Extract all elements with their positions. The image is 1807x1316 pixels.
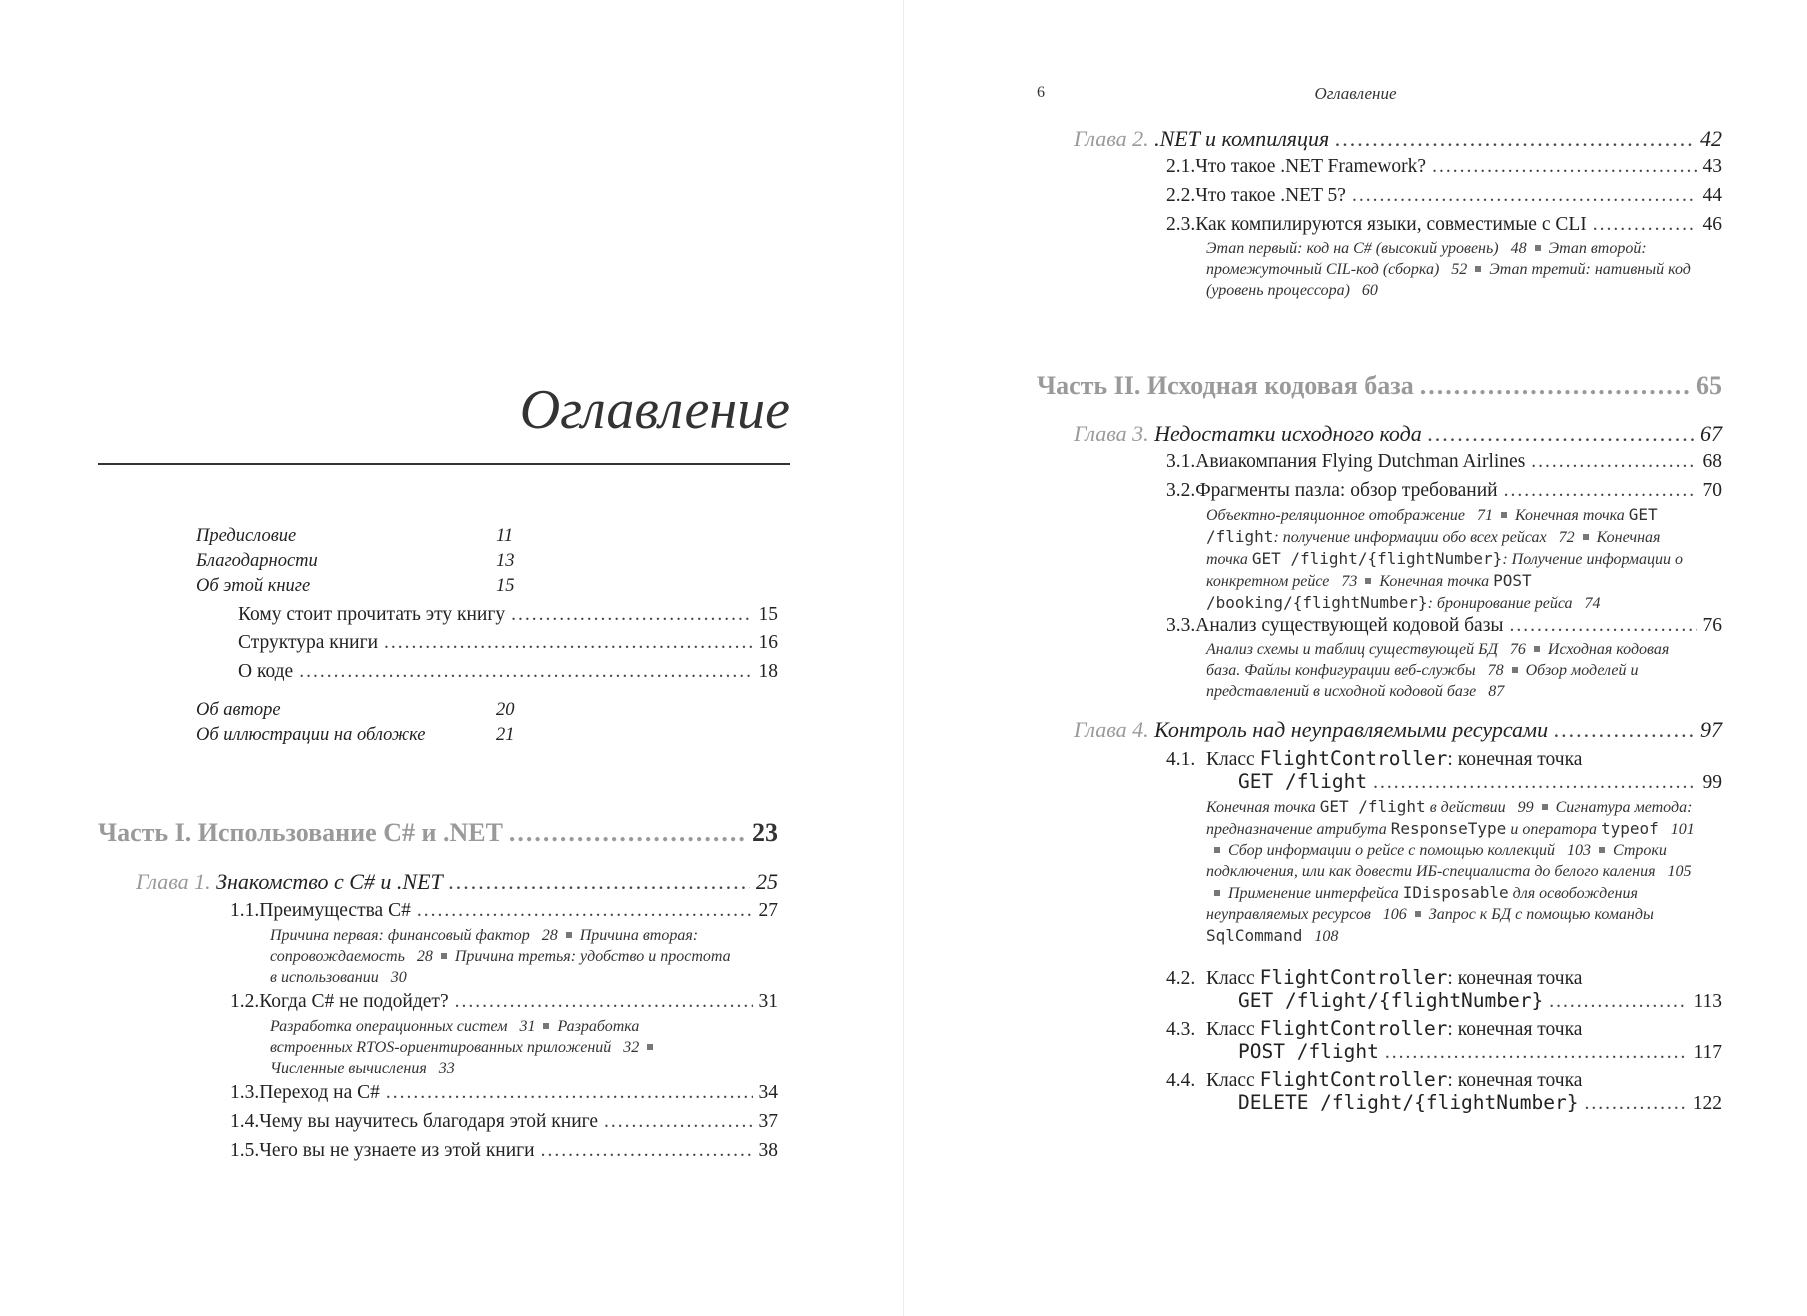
subtopic: Разработка встроенных RTOS-ориентированных приложений [270, 1018, 640, 1056]
entry-label: Об иллюстрации на обложке [196, 725, 426, 745]
subtopic-page: 31 [519, 1018, 536, 1035]
subtopic-page: 71 [1477, 507, 1493, 524]
code-inline: POST /booking/ [1206, 571, 1532, 612]
subtopic-page: 99 [1517, 799, 1534, 816]
toc-section-1-4[interactable] [230, 1111, 778, 1133]
entry-label: Кому стоит прочитать эту книгу [238, 604, 506, 625]
section-page: 27 [758, 900, 778, 921]
section-label: Класс [1206, 1019, 1255, 1040]
chapter-page: 67 [1700, 421, 1722, 446]
entry-page: 13 [496, 551, 515, 571]
section-page: 68 [1702, 451, 1722, 472]
subtopic: Причина третья: удобство и простота в использовании [270, 948, 731, 986]
entry-page: 20 [496, 700, 515, 720]
entry-label: Об авторе [196, 700, 281, 720]
leader-dots [417, 900, 753, 922]
subtopic-page: 108 [1314, 928, 1339, 945]
endpoint-code: GET /flight [1238, 770, 1368, 793]
chapter-label: Контроль над неуправляемыми ресурсами [1154, 717, 1549, 742]
subtopic: Исходная кодовая база. Файлы конфигурации веб-службы [1206, 641, 1670, 679]
subtopic: Сигнатура метода: предназначение атрибута [1206, 799, 1693, 838]
chapter-label: .NET и компиляция [1154, 126, 1330, 151]
bullet-icon [1512, 667, 1518, 673]
subtopics-3-3 [1206, 639, 1686, 702]
subtopics-2-3 [1206, 238, 1706, 301]
entry-page: 15 [758, 604, 778, 625]
right-page [904, 0, 1807, 1316]
subtopic-page: 60 [1361, 282, 1378, 299]
toc-section-1-1[interactable] [230, 900, 778, 922]
section-number: 4.3. [1166, 1019, 1196, 1040]
leader-dots [511, 604, 752, 626]
code-inline: IDisposable [1402, 883, 1509, 902]
leader-dots [386, 1082, 753, 1104]
subtopic-page: 106 [1382, 906, 1407, 923]
subtopic-page: 72 [1558, 529, 1575, 546]
subtopic: Причина первая: финансовый фактор [270, 927, 530, 944]
leader-dots [1385, 1042, 1688, 1064]
section-label: : конечная точка [1447, 749, 1583, 770]
section-label: Анализ существующей кодовой базы [1195, 615, 1504, 636]
section-label: Класс [1206, 749, 1255, 770]
section-number: 3.3. [1166, 615, 1196, 636]
toc-section-1-5[interactable] [230, 1140, 778, 1162]
section-page: 43 [1702, 156, 1722, 177]
bullet-icon [566, 932, 572, 938]
leader-dots [509, 818, 746, 848]
section-label: Класс [1206, 1070, 1255, 1091]
subtopic: Причина вторая: сопровождаемость [270, 927, 699, 965]
leader-dots [1432, 156, 1696, 178]
section-page: 34 [758, 1082, 778, 1103]
entry-label: Структура книги [238, 632, 379, 653]
subtopic: Анализ схемы и таблиц существующей БД [1206, 641, 1498, 658]
section-number: 4.1. [1166, 749, 1196, 770]
section-label: Переход на C# [259, 1082, 380, 1103]
chapter-label: Недостатки исходного кода [1154, 421, 1422, 446]
section-label: Класс [1206, 968, 1255, 989]
subtopic: Применение интерфейса [1228, 885, 1403, 902]
chapter-page: 42 [1700, 126, 1722, 151]
section-label: Когда C# не подойдет? [259, 991, 449, 1012]
toc-section-2-1[interactable] [1166, 156, 1722, 178]
bullet-icon [1535, 245, 1541, 251]
section-number: 1.3. [230, 1082, 260, 1103]
section-label: : конечная точка [1447, 968, 1583, 989]
subtopics-1-2 [270, 1016, 720, 1079]
toc-entry-book-structure[interactable] [238, 632, 778, 654]
section-number: 1.4. [230, 1111, 260, 1132]
subtopics-4-1 [1206, 796, 1706, 947]
entry-page: 11 [496, 526, 514, 546]
entry-label: Об этой книге [196, 576, 311, 596]
toc-entry-about-cover[interactable] [196, 725, 515, 746]
toc-section-3-3[interactable] [1166, 615, 1722, 637]
section-number: 3.1. [1166, 451, 1196, 472]
subtopic: Этап второй: промежуточный CIL-код (сборка) [1206, 240, 1647, 278]
subtopic: Запрос к БД с помощью команды [1428, 906, 1654, 923]
subtopic-page: 76 [1509, 641, 1526, 658]
subtopic-page: 74 [1584, 595, 1601, 612]
subtopic-page: 33 [438, 1060, 455, 1077]
section-label: Что такое .NET 5? [1195, 185, 1346, 206]
section-page: 38 [758, 1140, 778, 1161]
entry-label: О коде [238, 661, 294, 682]
endpoint-code: DELETE /flight/{flightNumber} [1238, 1091, 1579, 1114]
section-label: Что такое .NET Framework? [1195, 156, 1427, 177]
section-page: 117 [1693, 1042, 1722, 1063]
subtopic: : бронирование рейса [1427, 595, 1573, 612]
section-page: 31 [758, 991, 778, 1012]
toc-part-2[interactable] [1037, 371, 1722, 401]
entry-label: Предисловие [196, 526, 297, 546]
subtopic-page: 28 [416, 948, 433, 965]
subtopic-page: 105 [1667, 863, 1692, 880]
section-number: 4.4. [1166, 1070, 1196, 1091]
title-rule [98, 463, 790, 465]
code-inline: SqlCommand [1206, 926, 1303, 945]
toc-section-1-3[interactable] [230, 1082, 778, 1104]
chapter-page: 97 [1700, 717, 1722, 742]
chapter-label: Знакомство с C# и .NET [216, 869, 443, 894]
section-label: Фрагменты пазла: обзор требований [1195, 480, 1498, 501]
part-label: Часть I. Использование C# и .NET [98, 818, 503, 847]
toc-part-1[interactable] [98, 818, 778, 848]
bullet-icon [647, 1044, 653, 1050]
leader-dots [1531, 451, 1696, 473]
section-page: 122 [1692, 1093, 1722, 1114]
code-inline: typeof [1600, 819, 1659, 838]
section-label: Преимущества C# [259, 900, 411, 921]
subtopic: Этап третий: нативный код (уровень процессора) [1206, 261, 1691, 299]
subtopic-page: 48 [1510, 240, 1527, 257]
leader-dots [1593, 214, 1697, 236]
code-inline: GET /flight/{flightNumber} [1251, 549, 1503, 568]
toc-section-4-4-endpoint[interactable] [1238, 1091, 1722, 1115]
leader-dots [1335, 126, 1694, 152]
section-number: 1.5. [230, 1140, 260, 1161]
leader-dots [1428, 421, 1694, 447]
bullet-icon [1214, 847, 1220, 853]
subtopics-1-1 [270, 925, 740, 988]
section-page: 44 [1702, 185, 1722, 206]
code-inline: FlightController [1259, 1068, 1448, 1091]
subtopic-page: 52 [1451, 261, 1468, 278]
leader-dots [1584, 1093, 1686, 1115]
leader-dots [1504, 480, 1697, 502]
toc-chapter-1[interactable] [136, 869, 778, 895]
code-inline: GET /flight [1206, 505, 1658, 546]
code-inline: FlightController [1259, 747, 1448, 770]
subtopic: Разработка операционных систем [270, 1018, 508, 1035]
section-label: Авиакомпания Flying Dutchman Airlines [1195, 451, 1526, 472]
toc-section-2-3[interactable] [1166, 214, 1722, 236]
toc-section-2-2[interactable] [1166, 185, 1722, 207]
chapter-prefix: Глава 4. [1074, 717, 1149, 742]
bullet-icon [1214, 890, 1220, 896]
section-number: 1.1. [230, 900, 260, 921]
bullet-icon [1475, 266, 1481, 272]
toc-entry-about-author[interactable] [196, 700, 515, 721]
leader-dots [1554, 717, 1694, 743]
toc-entry-about-book[interactable] [196, 576, 515, 597]
section-number: 1.2. [230, 991, 260, 1012]
subtopic-page: 73 [1341, 573, 1358, 590]
toc-title: Оглавление [519, 379, 790, 441]
toc-section-4-2-title[interactable] [1166, 966, 1722, 990]
bullet-icon [1415, 911, 1421, 917]
subtopic: Конечная точка [1515, 507, 1629, 524]
code-inline: FlightController [1259, 966, 1448, 989]
toc-section-1-2[interactable] [230, 991, 778, 1013]
section-page: 37 [758, 1111, 778, 1132]
leader-dots [1420, 371, 1690, 401]
part-page: 23 [752, 818, 778, 847]
section-page: 76 [1702, 615, 1722, 636]
entry-page: 21 [496, 725, 515, 745]
toc-section-4-3-endpoint[interactable] [1238, 1040, 1722, 1064]
section-label: : конечная точка [1447, 1070, 1583, 1091]
toc-entry-about-code[interactable] [238, 661, 778, 683]
leader-dots [1352, 185, 1697, 207]
section-number: 2.2. [1166, 185, 1196, 206]
subtopic: Конечная точка [1379, 573, 1494, 590]
leader-dots [541, 1140, 753, 1162]
entry-page: 15 [496, 576, 515, 596]
leader-dots [1510, 615, 1697, 637]
entry-page: 18 [758, 661, 778, 682]
toc-chapter-2[interactable] [1074, 126, 1722, 152]
section-page: 70 [1702, 480, 1722, 501]
section-number: 2.3. [1166, 214, 1196, 235]
leader-dots [1373, 772, 1696, 794]
subtopic-page: 87 [1488, 683, 1505, 700]
bullet-icon [543, 1023, 549, 1029]
code-inline: {flightNumber} [1292, 593, 1428, 612]
section-label: Как компилируются языки, совместимые с CLI [1195, 214, 1587, 235]
subtopic: и оператора [1506, 821, 1601, 838]
section-label: : конечная точка [1447, 1019, 1583, 1040]
code-inline: ResponseType [1390, 819, 1507, 838]
subtopic: в действии [1425, 799, 1506, 816]
bullet-icon [1542, 804, 1548, 810]
code-inline: GET /flight [1319, 797, 1426, 816]
bullet-icon [1501, 512, 1507, 518]
section-page: 99 [1702, 772, 1722, 793]
entry-label: Благодарности [196, 551, 318, 571]
section-number: 2.1. [1166, 156, 1196, 177]
toc-section-3-1[interactable] [1166, 451, 1722, 473]
toc-chapter-4[interactable] [1074, 717, 1722, 743]
subtopic: Этап первый: код на C# (высокий уровень) [1206, 240, 1499, 257]
leader-dots [384, 632, 752, 654]
toc-section-4-1-endpoint[interactable] [1238, 770, 1722, 794]
subtopic-page: 32 [623, 1039, 640, 1056]
subtopic: : получение информации обо всех рейсах [1273, 529, 1547, 546]
toc-entry-preface[interactable] [196, 526, 513, 547]
leader-dots [449, 869, 750, 895]
section-number: 4.2. [1166, 968, 1196, 989]
toc-chapter-3[interactable] [1074, 421, 1722, 447]
toc-section-3-2[interactable] [1166, 480, 1722, 502]
section-page: 46 [1702, 214, 1722, 235]
bullet-icon [1583, 534, 1589, 540]
section-page: 113 [1693, 991, 1722, 1012]
endpoint-code: POST /flight [1238, 1040, 1379, 1063]
subtopic: для освобождения неуправляемых ресурсов [1206, 885, 1638, 923]
part-label: Часть II. Исходная кодовая база [1037, 371, 1414, 400]
endpoint-code: GET /flight/{flightNumber} [1238, 989, 1544, 1012]
subtopic: : Получение информации о конкретном рейсе [1206, 551, 1683, 590]
subtopic-page: 28 [541, 927, 558, 944]
running-head: Оглавление [1314, 84, 1397, 103]
chapter-prefix: Глава 2. [1074, 126, 1149, 151]
bullet-icon [1599, 847, 1605, 853]
leader-dots [455, 991, 753, 1013]
chapter-prefix: Глава 3. [1074, 421, 1149, 446]
chapter-prefix: Глава 1. [136, 869, 211, 894]
page-number: 6 [1037, 84, 1045, 101]
subtopic-page: 101 [1670, 821, 1695, 838]
subtopic: Конечная точка [1206, 799, 1320, 816]
bullet-icon [1534, 646, 1540, 652]
toc-section-4-4-title[interactable] [1166, 1068, 1722, 1092]
chapter-page: 25 [756, 869, 778, 894]
toc-entry-who-should-read[interactable] [238, 604, 778, 626]
section-label: Чего вы не узнаете из этой книги [259, 1140, 535, 1161]
section-number: 3.2. [1166, 480, 1196, 501]
leader-dots [604, 1111, 752, 1133]
subtopic-page: 103 [1566, 842, 1591, 859]
bullet-icon [1365, 578, 1371, 584]
subtopic: Конечная точка [1206, 529, 1661, 568]
subtopic-page: 78 [1487, 662, 1504, 679]
part-page: 65 [1696, 371, 1722, 400]
subtopic-page: 30 [390, 969, 407, 986]
leader-dots [299, 661, 752, 683]
toc-entry-acknowledgements[interactable] [196, 551, 515, 572]
code-inline: FlightController [1259, 1017, 1448, 1040]
bullet-icon [441, 953, 447, 959]
subtopic: Обзор моделей и представлений в исходной кодовой базе [1206, 662, 1639, 700]
toc-section-4-2-endpoint[interactable] [1238, 989, 1722, 1013]
subtopic: Численные вычисления [270, 1060, 427, 1077]
left-page [0, 0, 903, 1316]
subtopic: Строки подключения, или как довести ИБ-специалиста до белого каления [1206, 842, 1667, 880]
subtopics-3-2 [1206, 504, 1706, 614]
subtopic: Объектно-реляционное отображение [1206, 507, 1465, 524]
section-label: Чему вы научитесь благодаря этой книге [259, 1111, 599, 1132]
entry-page: 16 [758, 632, 778, 653]
subtopic: Сбор информации о рейсе с помощью коллекций [1228, 842, 1555, 859]
leader-dots [1549, 991, 1687, 1013]
toc-section-4-3-title[interactable] [1166, 1017, 1722, 1041]
toc-section-4-1-title[interactable] [1166, 747, 1722, 771]
